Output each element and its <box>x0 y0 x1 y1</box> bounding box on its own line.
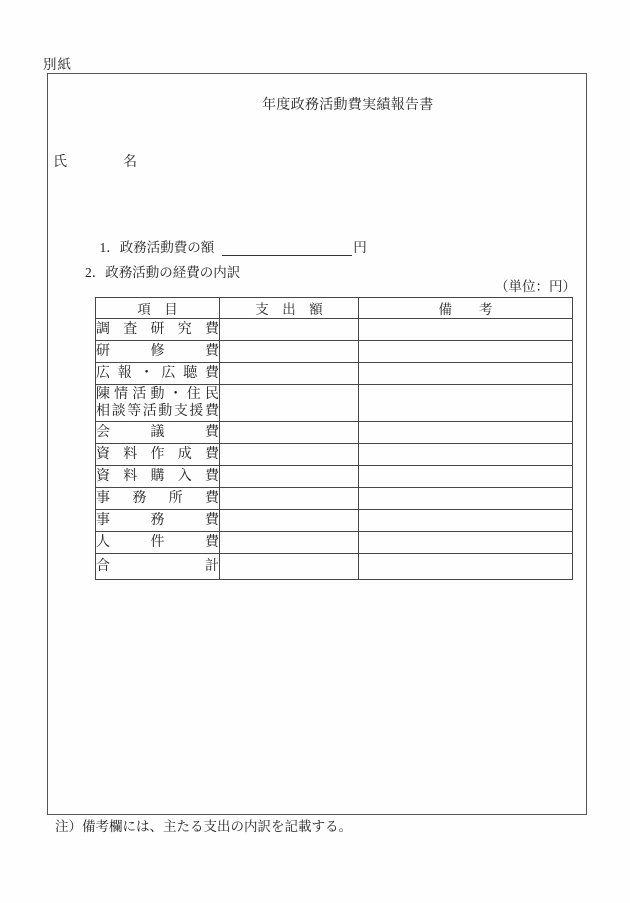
name-field-label: 氏 名 <box>53 155 137 170</box>
item-cell: 調 査 研 究 費 <box>96 319 220 341</box>
table-row <box>96 488 573 510</box>
expenditure-cell <box>220 444 359 466</box>
unit-note: （単位：円） <box>495 279 576 294</box>
remarks-cell <box>359 319 573 341</box>
yen-unit-label: 円 <box>353 240 367 255</box>
table-row <box>96 422 573 444</box>
expenditure-cell <box>220 341 359 363</box>
amount-blank-line <box>222 240 352 256</box>
section-breakdown-label: 2．政務活動の経費の内訳 <box>85 265 241 280</box>
item-cell: 合 計 <box>96 554 220 580</box>
expenditure-cell <box>220 532 359 554</box>
table-row <box>96 510 573 532</box>
item-cell: 研 修 費 <box>96 341 220 363</box>
item-cell: 会 議 費 <box>96 422 220 444</box>
table-row <box>96 532 573 554</box>
item-cell: 陳 情 活 動 ・ 住 民 相 談 等 活 動 支 援 費 <box>96 385 220 422</box>
remarks-cell <box>359 466 573 488</box>
remarks-cell <box>359 510 573 532</box>
expenditure-cell <box>220 510 359 532</box>
expenditure-cell <box>220 488 359 510</box>
remarks-cell <box>359 554 573 580</box>
section-amount-label: 1．政務活動費の額 <box>99 240 215 255</box>
expenditure-cell <box>220 363 359 385</box>
remarks-cell <box>359 532 573 554</box>
table-row <box>96 319 573 341</box>
table-row <box>96 341 573 363</box>
remarks-cell <box>359 363 573 385</box>
table-row <box>96 554 573 580</box>
column-header: 備 考 <box>359 298 573 319</box>
expenditure-cell <box>220 422 359 444</box>
expense-table <box>95 297 573 580</box>
table-row <box>96 385 573 422</box>
expenditure-cell <box>220 385 359 422</box>
attachment-label: 別紙 <box>43 57 72 72</box>
remarks-cell <box>359 341 573 363</box>
item-cell: 事 務 費 <box>96 510 220 532</box>
table-header-row <box>96 298 573 319</box>
item-cell: 事 務 所 費 <box>96 488 220 510</box>
table-row <box>96 363 573 385</box>
table-row <box>96 444 573 466</box>
column-header: 支 出 額 <box>220 298 359 319</box>
column-header: 項 目 <box>96 298 220 319</box>
remarks-cell <box>359 422 573 444</box>
item-cell: 人 件 費 <box>96 532 220 554</box>
expenditure-cell <box>220 466 359 488</box>
remarks-cell <box>359 385 573 422</box>
item-cell: 資 料 購 入 費 <box>96 466 220 488</box>
expense-table-body <box>96 298 573 580</box>
item-cell: 資 料 作 成 費 <box>96 444 220 466</box>
footnote: 注）備考欄には、主たる支出の内訳を記載する。 <box>55 819 352 834</box>
table-row <box>96 466 573 488</box>
item-cell: 広 報 ・ 広 聴 費 <box>96 363 220 385</box>
page-title: 年度政務活動費実績報告書 <box>262 98 434 113</box>
expenditure-cell <box>220 554 359 580</box>
remarks-cell <box>359 488 573 510</box>
remarks-cell <box>359 444 573 466</box>
expenditure-cell <box>220 319 359 341</box>
